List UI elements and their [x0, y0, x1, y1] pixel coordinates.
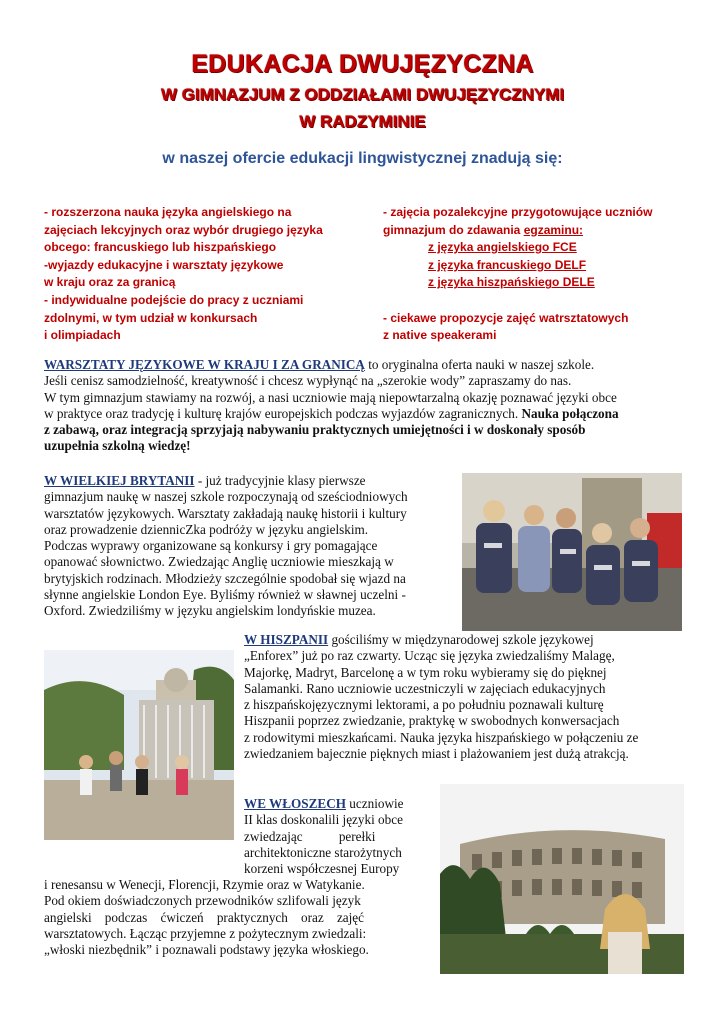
spain-paragraph: [244, 632, 684, 762]
italy-text: korzeni współczesnej Europy: [244, 861, 400, 877]
page-subtitle-location: W RADZYMINIE: [299, 112, 426, 131]
spain-text: z hiszpańskojęzycznymi lektorami, a po południu poznawali kulturę: [244, 697, 604, 713]
photo-illustration: [440, 784, 684, 974]
exam-link[interactable]: egzaminu:: [523, 222, 584, 237]
spain-students-photo: [44, 650, 234, 840]
photo-illustration: [462, 473, 682, 631]
britain-text: warsztatów językowych. Warsztaty zakładają naukę historii i kultury: [44, 505, 407, 521]
workshops-text: w praktyce oraz tradycję i kulturę krajów europejskich podczas wyjazdów zagranicznych.: [44, 405, 519, 421]
offer-right-prefix: gimnazjum do zdawania: [383, 222, 524, 237]
italy-text: zwiedzając perełki: [244, 828, 376, 844]
workshops-heading: WARSZTATY JĘZYKOWE W KRAJU I ZA GRANICĄ: [44, 357, 365, 372]
offer-right-line: - ciekawe propozycje zajęć watrsztatowych: [383, 310, 629, 325]
spain-text: Majorkę, Madryt, Barcelonę a w tym roku wybieramy się do pięknej: [244, 664, 607, 680]
workshops-bold: Nauka połączona: [518, 405, 619, 421]
offer-left-line: - indywidualne podejście do pracy z uczniami: [44, 292, 304, 307]
offer-left-line: zdolnymi, w tym udział w konkursach: [44, 310, 258, 325]
exam-delf-link[interactable]: z języka francuskiego DELF: [428, 257, 587, 272]
exam-fce-link[interactable]: z języka angielskiego FCE: [428, 240, 577, 255]
rome-colosseum-photo: [440, 784, 684, 974]
spain-text: zwiedzaniem bajecznie pięknych miast i plażowaniem jest dużą atrakcją.: [244, 746, 629, 762]
offer-left-line: -wyjazdy edukacyjne i warsztaty językowe: [44, 257, 284, 272]
workshops-bold: z zabawą, oraz integracją sprzyjają nabywaniu praktycznych umiejętności i w doskonały sposób: [44, 422, 586, 438]
workshops-text: to oryginalna oferta nauki w naszej szkole.: [364, 357, 595, 372]
italy-text: warsztatowych. Łącząc przyjemne z pożytecznym zwiedzali:: [44, 925, 367, 941]
workshops-text: Jeśli cenisz samodzielność, kreatywność i chcesz wypłynąć na „szerokie wody” zapraszamy do nas.: [44, 373, 572, 389]
italy-text: i renesansu w Wenecji, Florencji, Rzymie oraz w Watykanie.: [44, 877, 365, 892]
italy-paragraph: [244, 796, 430, 877]
offer-left-line: zajęciach lekcyjnych oraz wybór drugiego języka: [44, 222, 323, 237]
britain-text: Podczas wyprawy organizowane są konkursy i gry pomagające: [44, 538, 378, 554]
britain-text: Oxford. Zwiedziliśmy w języku angielskim londyńskie muzea.: [44, 603, 376, 619]
offer-right-line: z native speakerami: [383, 328, 497, 343]
london-students-photo: [462, 473, 682, 631]
italy-text: II klas doskonalili języki obce: [244, 812, 403, 828]
offer-left-column: [44, 204, 364, 345]
italy-text: angielski podczas ćwiczeń praktycznych oraz zajęć: [44, 909, 365, 925]
spacer: [383, 292, 683, 310]
britain-text: brytyjskich rodzinach. Młodzieży szczególnie spodobał się wjazd na: [44, 570, 406, 586]
italy-text: uczniowie: [346, 796, 404, 811]
britain-text: gimnazjum naukę w naszej szkole rozpoczynają od sześciodniowych: [44, 489, 408, 505]
italy-text: architektoniczne starożytnych: [244, 844, 402, 860]
workshops-paragraph: [44, 357, 684, 455]
offer-right-column: [383, 204, 683, 345]
photo-illustration: [44, 650, 234, 840]
spain-text: gościliśmy w międzynarodowej szkole językowej: [328, 632, 594, 647]
britain-heading: W WIELKIEJ BRYTANII: [44, 473, 195, 488]
exam-dele-link[interactable]: z języka hiszpańskiego DELE: [428, 275, 595, 290]
britain-text: słynne angielskie London Eye. Byliśmy również w sławnej uczelni -: [44, 587, 406, 603]
spain-heading: W HISZPANII: [244, 632, 329, 647]
italy-text: Pod okiem doświadczonych przewodników szlifowali język: [44, 893, 361, 909]
offer-right-line: - zajęcia pozalekcyjne przygotowujące uczniów: [383, 205, 653, 219]
spain-text: Hiszpanii poprzez zwiedzanie, praktykę w swobodnych konwersacjach: [244, 713, 620, 729]
offer-right-line: [383, 222, 683, 240]
spain-text: „Enforex” już po raz czwarty. Ucząc się języka zwiedzaliśmy Malagę,: [244, 648, 615, 664]
spain-text: z rodowitymi mieszkańcami. Nauka języka hiszpańskiego w połączeniu ze: [244, 729, 639, 745]
britain-paragraph: [44, 473, 454, 620]
workshops-text: W tym gimnazjum stawiamy na rozwój, a nasi uczniowie mają niepowtarzalną okazję poznawać języki obce: [44, 389, 617, 405]
britain-text: - już tradycyjnie klasy pierwsze: [194, 473, 366, 488]
offer-heading: w naszej ofercie edukacji lingwistycznej znadują się:: [162, 150, 563, 167]
page-title: EDUKACJA DWUJĘZYCZNA: [191, 50, 534, 78]
offer-left-line: w kraju oraz za granicą: [44, 275, 176, 290]
offer-left-line: - rozszerzona nauka języka angielskiego na: [44, 205, 292, 219]
workshops-bold: uzupełnia szkolną wiedzę!: [44, 438, 191, 454]
italy-heading: WE WŁOSZECH: [244, 796, 346, 811]
britain-text: opanować słownictwo. Zwiedzając Anglię uczniowie mieszkają w: [44, 554, 394, 570]
italy-text: „włoski niezbędnik” i poznawali podstawy języka włoskiego.: [44, 942, 369, 958]
offer-left-line: obcego: francuskiego lub hiszpańskiego: [44, 240, 277, 255]
page-subtitle: W GIMNAZJUM Z ODDZIAŁAMI DWUJĘZYCZNYMI: [160, 85, 565, 104]
offer-left-line: i olimpiadach: [44, 328, 121, 343]
spain-text: Salamanki. Rano uczniowie uczestniczyli w zajęciach edukacyjnych: [244, 680, 606, 696]
italy-paragraph-continued: [44, 877, 430, 958]
britain-text: oraz prowadzenie dziennicZka podróży w języku angielskim.: [44, 521, 369, 537]
